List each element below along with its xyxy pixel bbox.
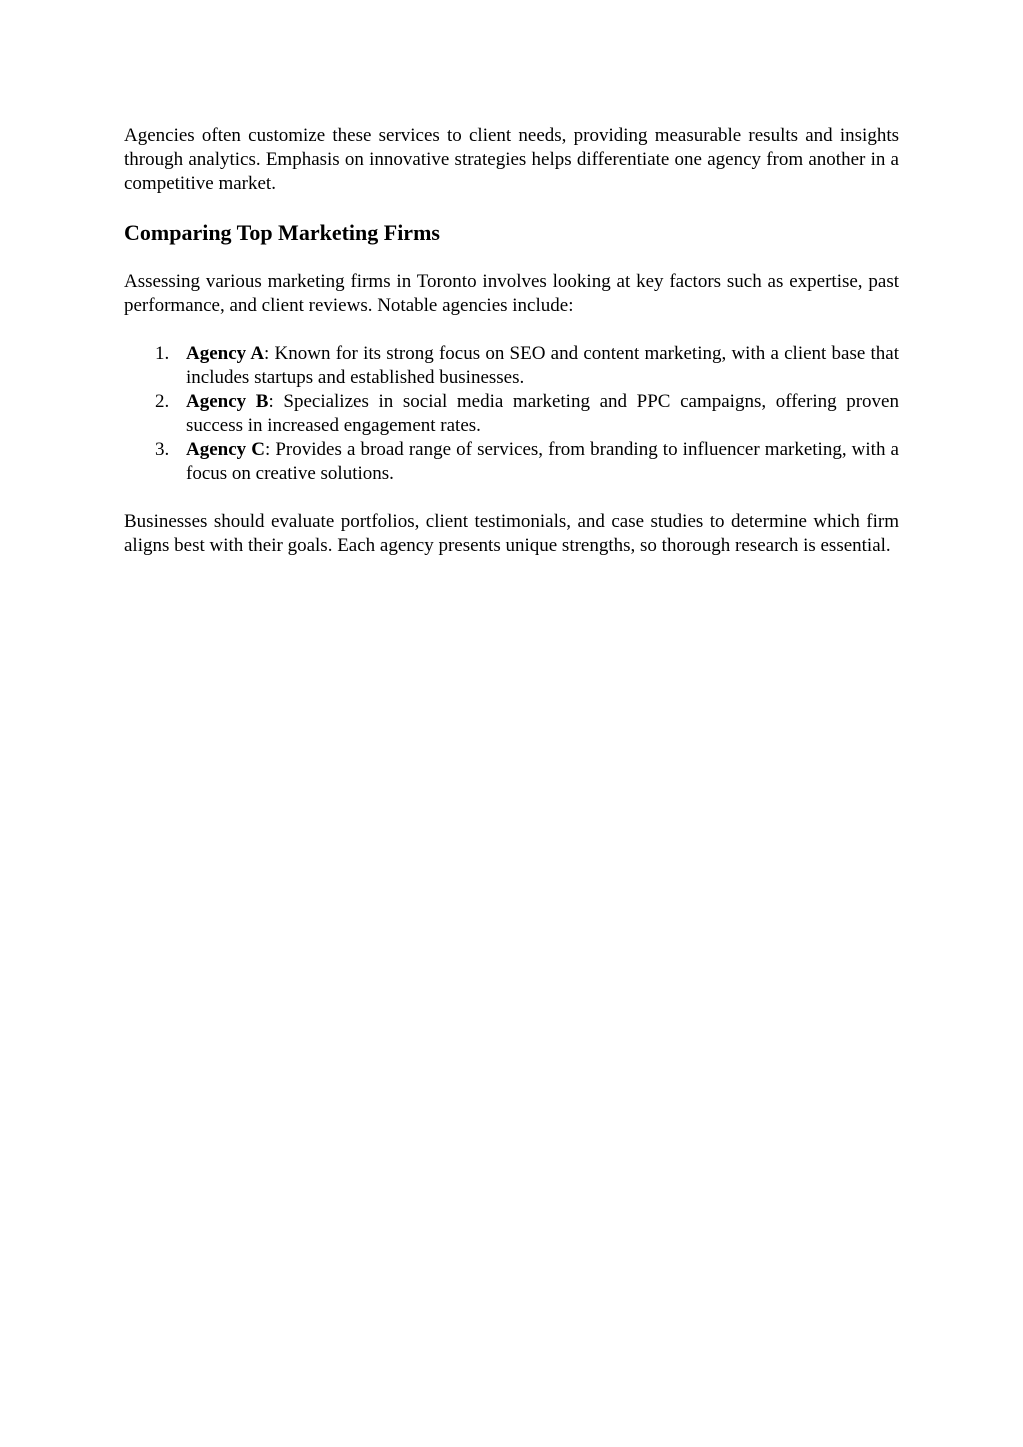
list-item-number: 2. [155,391,170,412]
intro-paragraph: Agencies often customize these services to client needs, providing measurable results and insights through analytics. Emphasis on innovative strategies helps differentiate one agency from another in a competitive market. [124,125,899,194]
agency-name: Agency B [186,391,269,412]
agency-description: : Known for its strong focus on SEO and content marketing, with a client base that includes startups and established businesses. [186,343,899,388]
agency-name: Agency A [186,343,265,364]
agency-list [124,342,899,486]
section-heading: Comparing Top Marketing Firms [124,220,440,245]
list-item-number: 1. [155,343,170,364]
agency-description: : Provides a broad range of services, from branding to influencer marketing, with a focus on creative solutions. [186,439,899,484]
list-item [124,438,899,486]
assess-paragraph: Assessing various marketing firms in Toronto involves looking at key factors such as expertise, past performance, and client reviews. Notable agencies include: [124,271,899,316]
agency-description: : Specializes in social media marketing and PPC campaigns, offering proven success in increased engagement rates. [186,391,899,436]
list-item-number: 3. [155,439,170,460]
agency-name: Agency C [186,439,265,460]
list-item [124,390,899,438]
document-page [124,124,899,558]
closing-paragraph: Businesses should evaluate portfolios, client testimonials, and case studies to determine which firm aligns best with their goals. Each agency presents unique strengths, so thorough research is essential. [124,511,899,556]
list-item [124,342,899,390]
